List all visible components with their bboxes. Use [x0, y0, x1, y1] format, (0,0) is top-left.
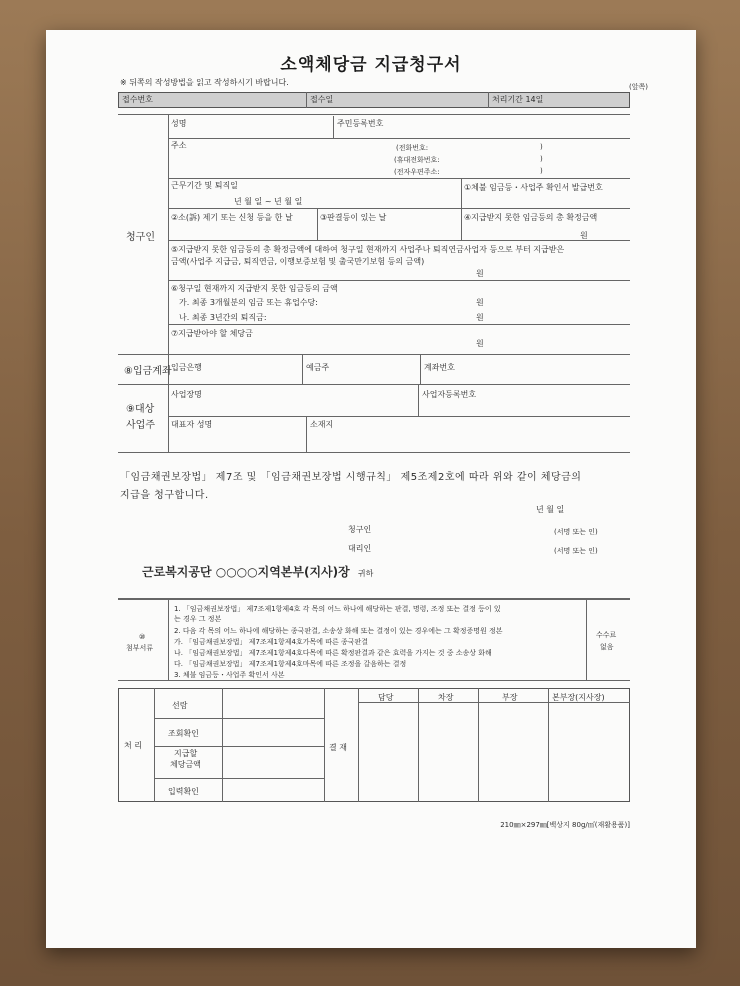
section-line — [118, 354, 630, 355]
divider — [306, 92, 307, 108]
attachments-number: ⑩ — [139, 633, 146, 641]
processing-row-label: 조회확인 — [168, 729, 199, 738]
agent-sign-hint: (서명 또는 인) — [554, 547, 598, 555]
account-number-label: 계좌번호 — [424, 363, 455, 372]
processing-table — [118, 688, 630, 802]
approver-header: 차장 — [438, 693, 454, 702]
paren-close: ) — [540, 143, 543, 151]
divider — [488, 92, 489, 108]
divider — [333, 116, 334, 138]
attachment-item: 는 경우 그 정본 — [174, 615, 222, 623]
mobile-label: (휴대전화번호: — [394, 156, 440, 164]
processing-row-label: 체당금액 — [170, 760, 201, 769]
claimant-section-label: 청구인 — [126, 232, 155, 243]
divider — [324, 688, 325, 802]
receipt-number-label: 접수번호 — [122, 95, 153, 104]
row-line — [168, 178, 630, 179]
processing-label: 처 리 — [124, 741, 142, 750]
row-line — [168, 138, 630, 139]
row-line — [168, 240, 630, 241]
resident-number-label: 주민등록번호 — [337, 119, 384, 128]
divider — [418, 384, 419, 416]
addressee-honorific: 귀하 — [357, 569, 374, 578]
addressee-name: 근로복지공단 ○○○○지역본부(지사)장 — [142, 565, 350, 579]
claim-form-paper — [46, 30, 696, 948]
business-name-label: 사업장명 — [171, 390, 202, 399]
processing-period-label: 처리기간 14일 — [492, 95, 544, 104]
divider — [306, 416, 307, 452]
representative-label: 대표자 성명 — [171, 420, 213, 429]
divider — [586, 598, 587, 680]
declaration-line2: 지급을 청구합니다. — [120, 490, 209, 501]
account-section-label: ⑧입금계좌 — [124, 366, 172, 377]
attachments-section-label: 첨부서류 — [126, 644, 154, 652]
divider — [317, 208, 318, 240]
divider — [168, 114, 169, 354]
name-label: 성명 — [171, 119, 187, 128]
location-label: 소재지 — [310, 420, 334, 429]
employer-section-label: ⑨대상 — [126, 404, 155, 415]
approver-header: 본부장(지사장) — [552, 693, 605, 702]
agent-sign-label: 대리인 — [348, 544, 372, 553]
attachment-item: 다. 「임금채권보장법」 제7조제1항제4호마목에 따른 조정을 갈음하는 결정 — [174, 660, 407, 668]
attachment-item: 3. 체불 임금등・사업주 확인서 사본 — [174, 671, 285, 679]
page-side-label: (앞쪽) — [629, 83, 648, 91]
holder-label: 예금주 — [306, 363, 330, 372]
form-title: 소액체당금 지급청구서 — [280, 55, 462, 75]
divider — [154, 688, 155, 802]
addressee — [142, 563, 373, 580]
paren-close: ) — [540, 155, 543, 163]
field6-b-label: 나. 최종 3년간의 퇴직금: — [179, 313, 267, 322]
email-label: (전자우편주소: — [394, 168, 440, 176]
attachments-top-line — [118, 598, 630, 600]
divider — [418, 688, 419, 802]
processing-row-label: 지급할 — [174, 749, 198, 758]
section-line — [118, 452, 630, 453]
fee-label: 수수료 — [596, 631, 617, 639]
divider — [461, 208, 462, 240]
paper-spec-footer: 210㎜×297㎜[백상지 80g/㎡(재활용품)] — [500, 821, 630, 829]
work-period-label: 근무기간 및 퇴직일 — [171, 181, 238, 190]
attachment-item: 가. 「임금채권보장법」 제7조제1항제4호가목에 따른 종국판결 — [174, 638, 369, 646]
fee-value: 없음 — [600, 643, 614, 651]
work-dates: 년 월 일 ~ 년 월 일 — [234, 197, 303, 206]
claimant-sign-label: 청구인 — [348, 525, 372, 534]
receipt-header-row — [118, 92, 630, 108]
field5-label: ⑤지급받지 못한 임금등의 총 확정금액에 대하여 청구일 현재까지 사업주나 퇴직연금사업자 등으로 부터 지급받은 — [171, 245, 565, 254]
field5-label-cont: 금액(사업주 지급금, 퇴직연금, 이행보증보험 및 출국만기보험 등의 금액) — [171, 257, 425, 266]
phone-label: (전화번호: — [396, 144, 429, 152]
field1-label: ①체불 임금등・사업주 확인서 발급번호 — [464, 183, 603, 192]
approver-header: 담당 — [378, 693, 394, 702]
field6-a-label: 가. 최종 3개월분의 임금 또는 휴업수당: — [179, 298, 318, 307]
divider — [168, 598, 169, 680]
approval-label: 결 재 — [329, 743, 347, 752]
won-unit: 원 — [476, 313, 484, 322]
approver-header: 부장 — [502, 693, 518, 702]
divider — [461, 178, 462, 208]
divider — [478, 688, 479, 802]
row-line — [154, 778, 324, 779]
attachment-item: 1. 「임금채권보장법」 제7조제1항제4호 각 목의 어느 하나에 해당하는 판결, 명령, 조정 또는 결정 등이 있 — [174, 605, 501, 613]
row-line — [154, 746, 324, 747]
processing-row-label: 선람 — [172, 701, 188, 710]
row-line — [168, 416, 630, 417]
row-line — [168, 280, 630, 281]
won-unit: 원 — [476, 298, 484, 307]
registration-label: 사업자등록번호 — [422, 390, 477, 399]
row-line — [168, 324, 630, 325]
divider — [420, 354, 421, 384]
row-line — [154, 718, 324, 719]
field4-label: ④지급받지 못한 임금등의 총 확정금액 — [464, 213, 598, 222]
row-line — [168, 208, 630, 209]
attachments-bottom-line — [118, 680, 630, 681]
attachment-item: 2. 다음 각 목의 어느 하나에 해당하는 종국판결, 소송상 화해 또는 결정이 있는 경우에는 그 확정증명원 정본 — [174, 627, 503, 635]
divider — [358, 688, 359, 802]
paren-close: ) — [540, 167, 543, 175]
won-unit: 원 — [476, 339, 484, 348]
field6-label: ⑥청구일 현재까지 지급받지 못한 임금등의 금액 — [171, 284, 338, 293]
field7-label: ⑦지급받아야 할 체당금 — [171, 329, 253, 338]
attachment-item: 나. 「임금채권보장법」 제7조제1항제4호다목에 따른 확정판결과 같은 효력을 가지는 것 중 소송상 화해 — [174, 649, 492, 657]
divider — [222, 688, 223, 802]
processing-row-label: 입력확인 — [168, 787, 199, 796]
field3-label: ③판결등이 있는 날 — [320, 213, 387, 222]
section-line — [118, 384, 630, 385]
section-top-line — [118, 114, 630, 115]
claimant-sign-hint: (서명 또는 인) — [554, 528, 598, 536]
address-label: 주소 — [171, 141, 187, 150]
declaration-line1: 「임금채권보장법」 제7조 및 「임금채권보장법 시행규칙」 제5조제2호에 따라 위와 같이 체당금의 — [120, 472, 582, 483]
won-unit: 원 — [476, 269, 484, 278]
divider — [548, 688, 549, 802]
divider — [302, 354, 303, 384]
bank-label: 입금은행 — [171, 363, 202, 372]
divider — [168, 384, 169, 452]
won-unit: 원 — [580, 231, 588, 240]
employer-section-label-cont: 사업주 — [126, 420, 155, 431]
receipt-date-label: 접수일 — [310, 95, 334, 104]
declaration-date: 년 월 일 — [536, 505, 565, 514]
field2-label: ②소(訴) 제기 또는 신청 등을 한 날 — [171, 213, 293, 222]
instruction-note: ※ 뒤쪽의 작성방법을 읽고 작성하시기 바랍니다. — [120, 78, 289, 87]
